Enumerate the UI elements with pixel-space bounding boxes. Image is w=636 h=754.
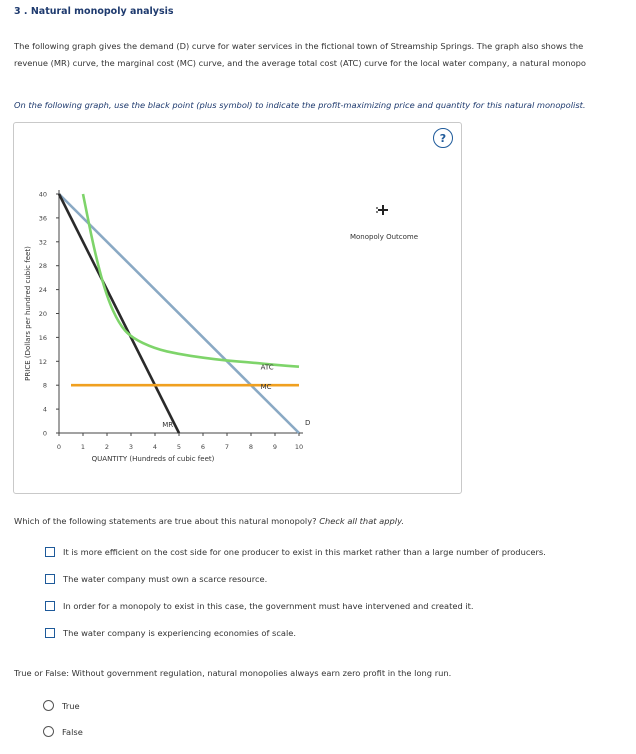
average-total-cost-curve	[83, 194, 299, 367]
mc-label: MC	[260, 382, 272, 391]
checkbox[interactable]	[45, 601, 55, 611]
x-tick-label: 4	[152, 443, 158, 451]
radio-label: True	[62, 700, 80, 711]
option-label: It is more efficient on the cost side for one producer to exist in this market rather than a large number of producers.	[63, 547, 546, 557]
radio-option-true[interactable]	[43, 700, 80, 711]
y-tick-label: 16	[38, 333, 47, 342]
y-tick-label: 40	[38, 190, 47, 199]
marginal-revenue-curve	[59, 194, 179, 433]
graph-instruction: On the following graph, use the black point (plus symbol) to indicate the profit-maximizing price and quantity for this natural monopolist.	[14, 100, 586, 110]
mr-label: MR	[162, 421, 174, 430]
y-tick-label: 28	[38, 262, 47, 271]
intro-line-1: The following graph gives the demand (D) curve for water services in the fictional town of Streamship Springs. The graph also shows the	[14, 41, 584, 51]
x-tick-label: 0	[56, 443, 62, 451]
x-tick-label: 8	[248, 443, 254, 451]
radio-label: False	[62, 726, 83, 737]
checkbox[interactable]	[45, 574, 55, 584]
demand-label: D	[305, 419, 311, 428]
atc-label: ATC	[260, 363, 274, 372]
y-tick-label: 8	[42, 381, 47, 390]
y-tick-label: 36	[38, 214, 47, 223]
curves	[59, 194, 299, 433]
option-row-4[interactable]	[45, 628, 296, 638]
y-tick-label: 32	[38, 238, 47, 247]
y-tick-label: 20	[38, 310, 47, 318]
x-tick-label: 10	[294, 443, 304, 451]
y-tick-label: 4	[42, 405, 47, 414]
y-tick-label: 0	[42, 429, 47, 438]
multi-select-prompt-text: Which of the following statements are true about this natural monopoly?	[14, 516, 320, 526]
x-axis-title: QUANTITY (Hundreds of cubic feet)	[91, 455, 215, 463]
legend-label: Monopoly Outcome	[349, 233, 419, 241]
intro-line-2: revenue (MR) curve, the marginal cost (MC) curve, and the average total cost (ATC) curve for the local water company, a natural monopo	[14, 58, 587, 68]
x-tick-label: 9	[272, 443, 278, 451]
plus-icon-dot	[376, 211, 378, 213]
option-label: The water company must own a scarce resource.	[63, 574, 268, 584]
curve-labels	[162, 364, 310, 429]
x-tick-label: 2	[104, 443, 110, 451]
radio-option-false[interactable]	[43, 726, 83, 737]
radio-button[interactable]	[43, 700, 54, 711]
option-label: The water company is experiencing economies of scale.	[63, 628, 297, 638]
help-icon: ?	[439, 131, 447, 145]
x-tick-label: 7	[224, 443, 230, 451]
y-tick-label: 24	[38, 286, 47, 295]
multi-select-prompt	[14, 516, 404, 526]
true-false-prompt: True or False: Without government regulation, natural monopolies always earn zero profit in the long run.	[14, 668, 452, 678]
demand-curve	[59, 194, 299, 433]
y-axis-title: PRICE (Dollars per hundred cubic feet)	[24, 246, 32, 381]
x-tick-label: 5	[176, 443, 182, 451]
option-row-2[interactable]	[45, 574, 267, 584]
x-tick-label: 6	[200, 443, 206, 451]
plus-icon-dot	[376, 207, 378, 209]
x-tick-label: 3	[128, 443, 134, 451]
radio-button[interactable]	[43, 726, 54, 737]
legend	[350, 205, 418, 241]
checkbox[interactable]	[45, 547, 55, 557]
multi-select-hint: Check all that apply.	[319, 516, 404, 526]
option-row-1[interactable]	[45, 547, 546, 557]
question-title: 3 . Natural monopoly analysis	[14, 6, 174, 17]
checkbox[interactable]	[45, 628, 55, 638]
option-row-3[interactable]	[45, 601, 474, 611]
x-tick-label: 1	[80, 443, 86, 451]
y-tick-label: 12	[38, 357, 47, 366]
option-label: In order for a monopoly to exist in this case, the government must have intervened and created it.	[63, 601, 474, 611]
